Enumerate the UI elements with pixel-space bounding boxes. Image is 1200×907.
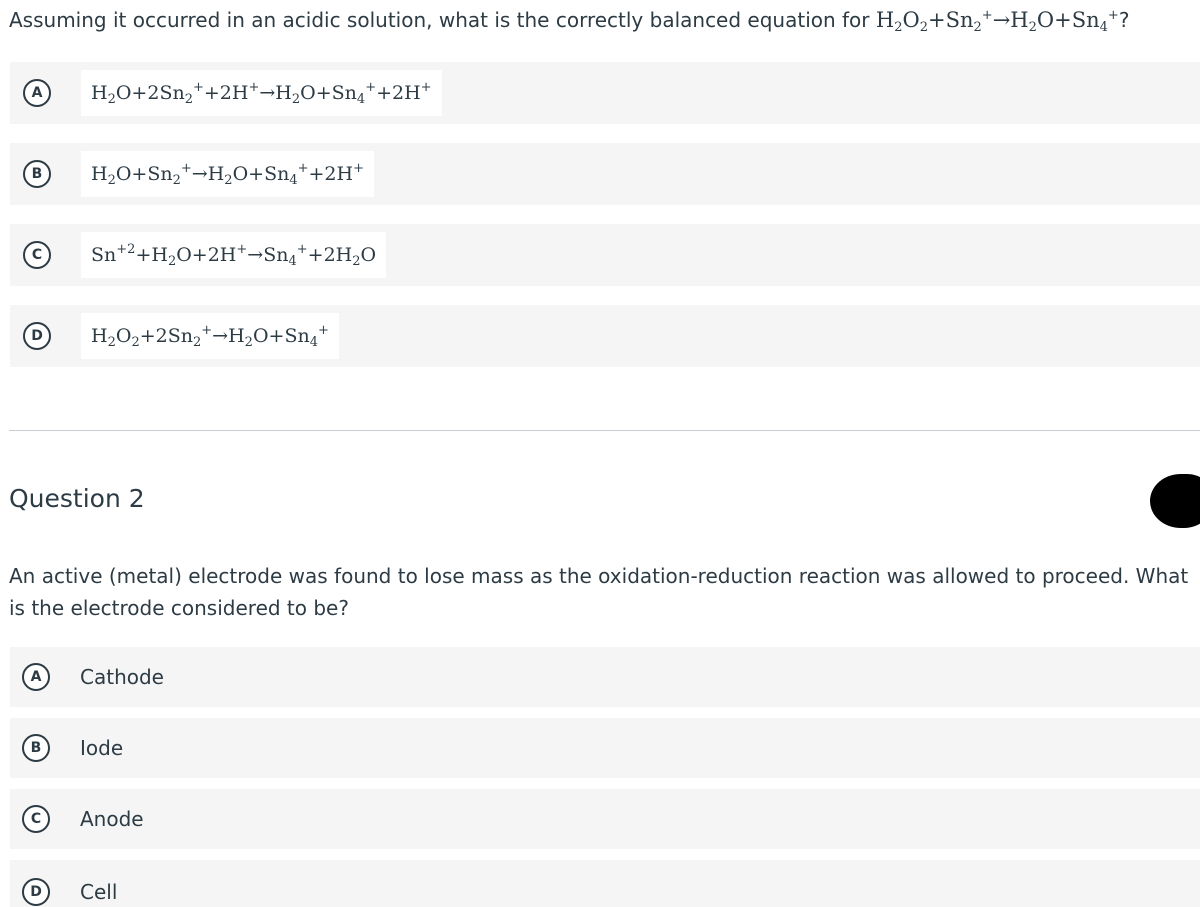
question-1-prompt-end: ? [1118,8,1130,32]
question-2-option-c[interactable] [10,789,1200,849]
option-label: Cell [80,880,118,904]
question-1-prompt-text: Assuming it occurred in an acidic solution, what is the correctly balanced equation for [9,8,870,32]
question-2-prompt: An active (metal) electrode was found to lose mass as the oxidation-reduction reaction was allowed to proceed. What is the electrode considered to be? [9,564,1189,620]
question-2-option-b[interactable] [10,718,1200,778]
question-2-option-a[interactable] [10,647,1200,707]
question-1-equation: $H_2O_2+Sn_2^+\to H_2O+Sn_4^+$ [875,8,1119,35]
option-equation: $H_2O_2+2Sn_2^+\to H_2O+Sn_4^+$ [81,313,339,359]
option-letter-badge: A [23,79,51,107]
question-1-option-b[interactable] [10,143,1200,205]
question-2-title: Question 2 [9,484,145,513]
option-letter-badge: C [22,805,50,833]
question-1-option-a[interactable] [10,62,1200,124]
option-letter-badge: B [22,734,50,762]
question-1-option-c[interactable] [10,224,1200,286]
option-label: Anode [80,807,144,831]
option-label: Cathode [80,665,164,689]
option-equation: $H_2O+Sn_2^+\to H_2O+Sn_4^++2H^+$ [81,151,374,197]
option-letter-badge: D [23,322,51,350]
question-divider [9,430,1200,431]
option-letter-badge: A [22,663,50,691]
option-label: Iode [80,736,124,760]
option-equation: $Sn^{+2}+H_2O+2H^+\to Sn_4^++2H_2O$ [81,232,386,278]
option-letter-badge: D [22,878,50,906]
redaction-blob [1150,474,1200,528]
question-2-option-d[interactable] [10,860,1200,907]
option-letter-badge: B [23,160,51,188]
option-letter-badge: C [23,241,51,269]
question-1-option-d[interactable] [10,305,1200,367]
option-equation: $H_2O+2Sn_2^++2H^+\to H_2O+Sn_4^++2H^+$ [81,70,442,116]
question-1-prompt [9,4,1200,36]
